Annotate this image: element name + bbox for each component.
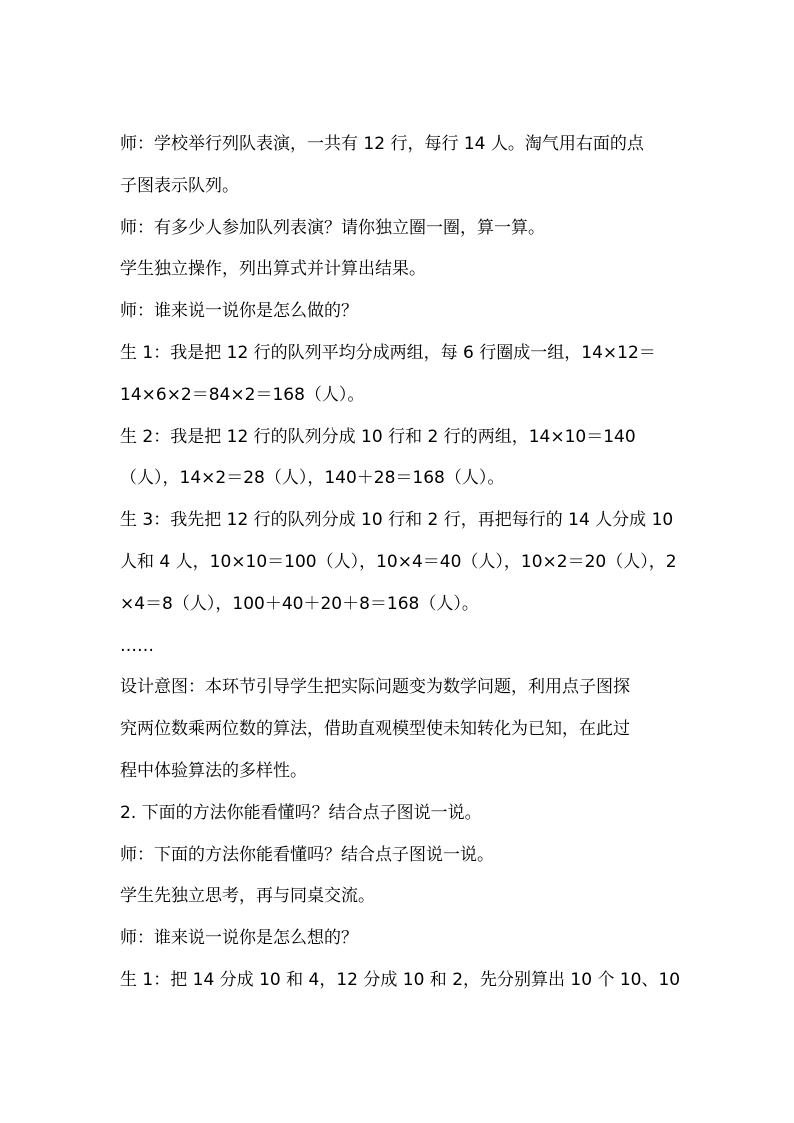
paragraph-line: 学生先独立思考，再与同桌交流。 <box>120 886 375 907</box>
paragraph-line: 师：有多少人参加队列表演？请你独立圈一圈，算一算。 <box>120 217 545 238</box>
paragraph-line: （人），14×2＝28（人），140＋28＝168（人）。 <box>120 468 505 489</box>
paragraph-line: 师：谁来说一说你是怎么想的？ <box>120 928 358 949</box>
section-heading: 2. 下面的方法你能看懂吗？结合点子图说一说。 <box>120 802 482 823</box>
design-intent-line: 设计意图：本环节引导学生把实际问题变为数学问题，利用点子图探 <box>120 677 630 698</box>
paragraph-line: 子图表示队列。 <box>120 175 239 196</box>
paragraph-line: 人和 4 人，10×10＝100（人），10×4＝40（人），10×2＝20（人），2 <box>120 551 677 572</box>
paragraph-line: ×4＝8（人），100＋40＋20＋8＝168（人）。 <box>120 593 479 614</box>
paragraph-line: 师：谁来说一说你是怎么做的？ <box>120 301 358 322</box>
paragraph-line: 生 2：我是把 12 行的队列分成 10 行和 2 行的两组，14×10＝140 <box>120 426 636 447</box>
paragraph-line: 师：学校举行列队表演，一共有 12 行，每行 14 人。淘气用右面的点 <box>120 134 644 154</box>
paragraph-line: 生 1：把 14 分成 10 和 4，12 分成 10 和 2，先分别算出 10 个 10、10 <box>120 969 681 990</box>
design-intent-line: 究两位数乘两位数的算法，借助直观模型使未知转化为已知，在此过 <box>120 719 630 740</box>
document-body <box>120 129 696 1007</box>
design-intent-line: 程中体验算法的多样性。 <box>120 760 307 781</box>
paragraph-line: 生 1：我是把 12 行的队列平均分成两组，每 6 行圈成一组，14×12＝ <box>120 342 656 363</box>
ellipsis-line: …… <box>120 635 154 656</box>
paragraph-line: 学生独立操作，列出算式并计算出结果。 <box>120 259 426 280</box>
paragraph-line: 师：下面的方法你能看懂吗？结合点子图说一说。 <box>120 844 494 865</box>
paragraph-line: 14×6×2＝84×2＝168（人）。 <box>120 384 365 405</box>
paragraph-line: 生 3：我先把 12 行的队列分成 10 行和 2 行，再把每行的 14 人分成 10 <box>120 510 674 531</box>
